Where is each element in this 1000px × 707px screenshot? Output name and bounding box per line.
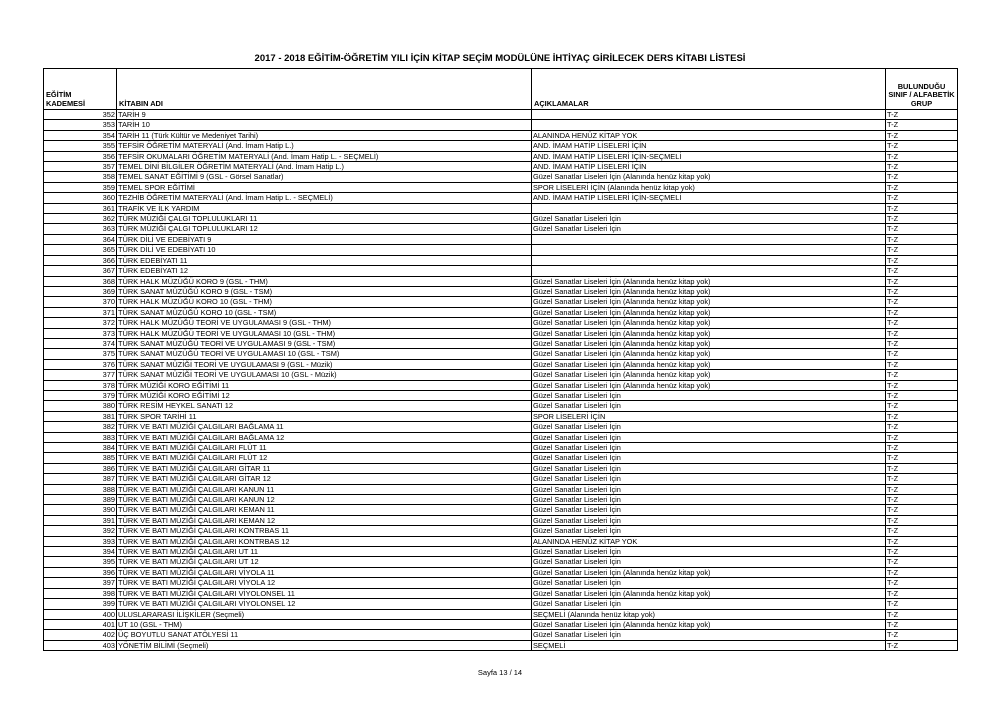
description-cell: SEÇMELİ — [532, 640, 886, 650]
row-number-cell: 361 — [44, 203, 117, 213]
table-row — [44, 370, 958, 380]
row-number-cell: 386 — [44, 463, 117, 473]
table-row — [44, 380, 958, 390]
table-row — [44, 286, 958, 296]
description-cell — [532, 203, 886, 213]
description-cell: Güzel Sanatlar Liseleri İçin — [532, 484, 886, 494]
group-cell: T-Z — [886, 463, 958, 473]
row-number-cell: 381 — [44, 411, 117, 421]
group-cell: T-Z — [886, 474, 958, 484]
book-name-cell: TÜRK VE BATI MÜZİĞİ ÇALGILARI BAĞLAMA 11 — [117, 422, 532, 432]
book-name-cell: TÜRK EDEBİYATI 11 — [117, 255, 532, 265]
book-name-cell: TÜRK VE BATI MÜZİĞİ ÇALGILARI VİYOLA 11 — [117, 567, 532, 577]
group-cell: T-Z — [886, 307, 958, 317]
description-cell — [532, 234, 886, 244]
table-row — [44, 203, 958, 213]
book-name-cell: TÜRK MÜZİĞİ KORO EĞİTİMİ 12 — [117, 390, 532, 400]
group-cell: T-Z — [886, 484, 958, 494]
header-kademe-line1: EĞİTİM — [46, 90, 72, 99]
description-cell: Güzel Sanatlar Liseleri İçin (Alanında henüz kitap yok) — [532, 172, 886, 182]
group-cell: T-Z — [886, 110, 958, 120]
table-row — [44, 255, 958, 265]
book-name-cell: TÜRK SANAT MÜZÜĞÜ KORO 9 (GSL - TSM) — [117, 286, 532, 296]
table-row — [44, 453, 958, 463]
row-number-cell: 389 — [44, 495, 117, 505]
row-number-cell: 392 — [44, 526, 117, 536]
row-number-cell: 369 — [44, 286, 117, 296]
group-cell: T-Z — [886, 328, 958, 338]
table-row — [44, 526, 958, 536]
group-cell: T-Z — [886, 255, 958, 265]
book-name-cell: TÜRK HALK MÜZÜĞÜ KORO 10 (GSL - THM) — [117, 297, 532, 307]
description-cell: Güzel Sanatlar Liseleri İçin — [532, 526, 886, 536]
book-name-cell: TÜRK MÜZİĞİ ÇALGI TOPLULUKLARI 12 — [117, 224, 532, 234]
book-name-cell: TÜRK VE BATI MÜZİĞİ ÇALGILARI VİYOLONSEL 11 — [117, 588, 532, 598]
group-cell: T-Z — [886, 599, 958, 609]
table-row — [44, 547, 958, 557]
group-cell: T-Z — [886, 380, 958, 390]
table-row — [44, 599, 958, 609]
header-kademe — [44, 69, 117, 110]
description-cell: Güzel Sanatlar Liseleri İçin — [532, 599, 886, 609]
row-number-cell: 391 — [44, 515, 117, 525]
book-name-cell: TÜRK HALK MÜZÜĞÜ TEORİ VE UYGULAMASI 9 (GSL - THM) — [117, 318, 532, 328]
table-row — [44, 182, 958, 192]
row-number-cell: 366 — [44, 255, 117, 265]
book-name-cell: TARİH 11 (Türk Kültür ve Medeniyet Tarihi) — [117, 130, 532, 140]
description-cell: Güzel Sanatlar Liseleri İçin — [532, 390, 886, 400]
book-name-cell: TÜRK VE BATI MÜZİĞİ ÇALGILARI GİTAR 11 — [117, 463, 532, 473]
group-cell: T-Z — [886, 214, 958, 224]
group-cell: T-Z — [886, 172, 958, 182]
group-cell: T-Z — [886, 338, 958, 348]
book-name-cell: TÜRK VE BATI MÜZİĞİ ÇALGILARI KEMAN 12 — [117, 515, 532, 525]
group-cell: T-Z — [886, 193, 958, 203]
book-name-cell: TÜRK HALK MÜZÜĞÜ TEORİ VE UYGULAMASI 10 (GSL - THM) — [117, 328, 532, 338]
description-cell: AND. İMAM HATİP LİSELERİ İÇİN — [532, 162, 886, 172]
group-cell: T-Z — [886, 130, 958, 140]
row-number-cell: 396 — [44, 567, 117, 577]
table-row — [44, 463, 958, 473]
row-number-cell: 379 — [44, 390, 117, 400]
description-cell: Güzel Sanatlar Liseleri İçin — [532, 432, 886, 442]
table-row — [44, 515, 958, 525]
group-cell: T-Z — [886, 297, 958, 307]
book-name-cell: TÜRK VE BATI MÜZİĞİ ÇALGILARI KANUN 11 — [117, 484, 532, 494]
table-row — [44, 214, 958, 224]
row-number-cell: 360 — [44, 193, 117, 203]
table-row — [44, 224, 958, 234]
book-name-cell: TARİH 9 — [117, 110, 532, 120]
table-row — [44, 619, 958, 629]
table-row — [44, 557, 958, 567]
description-cell: ALANINDA HENÜZ KİTAP YOK — [532, 130, 886, 140]
description-cell: Güzel Sanatlar Liseleri İçin (Alanında henüz kitap yok) — [532, 328, 886, 338]
description-cell — [532, 120, 886, 130]
group-cell: T-Z — [886, 619, 958, 629]
row-number-cell: 365 — [44, 245, 117, 255]
group-cell: T-Z — [886, 557, 958, 567]
group-cell: T-Z — [886, 370, 958, 380]
description-cell: SEÇMELİ (Alanında henüz kitap yok) — [532, 609, 886, 619]
row-number-cell: 383 — [44, 432, 117, 442]
table-row — [44, 130, 958, 140]
book-name-cell: TEMEL SPOR EĞİTİMİ — [117, 182, 532, 192]
group-cell: T-Z — [886, 640, 958, 650]
book-name-cell: TÜRK VE BATI MÜZİĞİ ÇALGILARI VİYOLONSEL 12 — [117, 599, 532, 609]
group-cell: T-Z — [886, 182, 958, 192]
group-cell: T-Z — [886, 411, 958, 421]
group-cell: T-Z — [886, 432, 958, 442]
description-cell: SPOR LİSELERİ İÇİN — [532, 411, 886, 421]
table-row — [44, 110, 958, 120]
group-cell: T-Z — [886, 234, 958, 244]
row-number-cell: 390 — [44, 505, 117, 515]
row-number-cell: 385 — [44, 453, 117, 463]
book-name-cell: TÜRK SANAT MÜZİĞİ TEORİ VE UYGULAMASI 10 (GSL - Müzik) — [117, 370, 532, 380]
group-cell: T-Z — [886, 318, 958, 328]
row-number-cell: 370 — [44, 297, 117, 307]
book-name-cell: TÜRK VE BATI MÜZİĞİ ÇALGILARI BAĞLAMA 12 — [117, 432, 532, 442]
table-row — [44, 318, 958, 328]
group-cell: T-Z — [886, 162, 958, 172]
book-name-cell: TÜRK EDEBİYATI 12 — [117, 266, 532, 276]
description-cell: Güzel Sanatlar Liseleri İçin (Alanında henüz kitap yok) — [532, 338, 886, 348]
group-cell: T-Z — [886, 120, 958, 130]
group-cell: T-Z — [886, 495, 958, 505]
row-number-cell: 352 — [44, 110, 117, 120]
description-cell: Güzel Sanatlar Liseleri İçin — [532, 214, 886, 224]
group-cell: T-Z — [886, 390, 958, 400]
table-row — [44, 505, 958, 515]
header-kitap-adi: KİTABIN ADI — [117, 69, 532, 110]
description-cell: Güzel Sanatlar Liseleri İçin (Alanında henüz kitap yok) — [532, 359, 886, 369]
description-cell: Güzel Sanatlar Liseleri İçin — [532, 224, 886, 234]
book-name-cell: TEZHİB ÖĞRETİM MATERYALİ (And. İmam Hatip L. - SEÇMELİ) — [117, 193, 532, 203]
book-list-table — [43, 68, 958, 651]
book-name-cell: TÜRK VE BATI MÜZİĞİ ÇALGILARI VİYOLA 12 — [117, 578, 532, 588]
header-grup: BULUNDUĞU SINIF / ALFABETİK GRUP — [886, 69, 958, 110]
table-row — [44, 443, 958, 453]
group-cell: T-Z — [886, 245, 958, 255]
row-number-cell: 376 — [44, 359, 117, 369]
description-cell: Güzel Sanatlar Liseleri İçin — [532, 401, 886, 411]
row-number-cell: 358 — [44, 172, 117, 182]
group-cell: T-Z — [886, 359, 958, 369]
book-name-cell: YÖNETİM BİLİMİ (Seçmeli) — [117, 640, 532, 650]
table-row — [44, 141, 958, 151]
group-cell: T-Z — [886, 349, 958, 359]
book-name-cell: TÜRK VE BATI MÜZİĞİ ÇALGILARI FLÜT 11 — [117, 443, 532, 453]
row-number-cell: 398 — [44, 588, 117, 598]
table-row — [44, 630, 958, 640]
table-row — [44, 401, 958, 411]
row-number-cell: 353 — [44, 120, 117, 130]
book-name-cell: TÜRK SANAT MÜZİĞİ TEORİ VE UYGULAMASI 9 (GSL - Müzik) — [117, 359, 532, 369]
row-number-cell: 395 — [44, 557, 117, 567]
header-kademe-line2: KADEMESİ — [46, 98, 86, 108]
row-number-cell: 372 — [44, 318, 117, 328]
group-cell: T-Z — [886, 547, 958, 557]
description-cell: Güzel Sanatlar Liseleri İçin — [532, 422, 886, 432]
group-cell: T-Z — [886, 401, 958, 411]
description-cell: Güzel Sanatlar Liseleri İçin — [532, 453, 886, 463]
description-cell: Güzel Sanatlar Liseleri İçin (Alanında henüz kitap yok) — [532, 276, 886, 286]
description-cell: Güzel Sanatlar Liseleri İçin (Alanında henüz kitap yok) — [532, 307, 886, 317]
group-cell: T-Z — [886, 505, 958, 515]
description-cell: Güzel Sanatlar Liseleri İçin (Alanında henüz kitap yok) — [532, 318, 886, 328]
description-cell: Güzel Sanatlar Liseleri İçin — [532, 547, 886, 557]
row-number-cell: 387 — [44, 474, 117, 484]
description-cell: Güzel Sanatlar Liseleri İçin — [532, 463, 886, 473]
description-cell: Güzel Sanatlar Liseleri İçin — [532, 515, 886, 525]
book-name-cell: TÜRK VE BATI MÜZİĞİ ÇALGILARI KANUN 12 — [117, 495, 532, 505]
row-number-cell: 401 — [44, 619, 117, 629]
document-title: 2017 - 2018 EĞİTİM-ÖĞRETİM YILI İÇİN KİTAP SEÇİM MODÜLÜNE İHTİYAÇ GİRİLECEK DERS KİTABI LİSTESİ — [254, 53, 746, 64]
book-name-cell: TÜRK VE BATI MÜZİĞİ ÇALGILARI KONTRBAS 11 — [117, 526, 532, 536]
description-cell — [532, 110, 886, 120]
row-number-cell: 399 — [44, 599, 117, 609]
description-cell: Güzel Sanatlar Liseleri İçin (Alanında henüz kitap yok) — [532, 567, 886, 577]
book-name-cell: TÜRK SPOR TARİHİ 11 — [117, 411, 532, 421]
book-name-cell: UT 10 (GSL - THM) — [117, 619, 532, 629]
header-aciklamalar: AÇIKLAMALAR — [532, 69, 886, 110]
row-number-cell: 356 — [44, 151, 117, 161]
group-cell: T-Z — [886, 443, 958, 453]
description-cell: Güzel Sanatlar Liseleri İçin (Alanında henüz kitap yok) — [532, 380, 886, 390]
book-name-cell: TEMEL DİNİ BİLGİLER ÖĞRETİM MATERYALİ (And. İmam Hatip L.) — [117, 162, 532, 172]
description-cell: Güzel Sanatlar Liseleri İçin — [532, 578, 886, 588]
group-cell: T-Z — [886, 203, 958, 213]
group-cell: T-Z — [886, 515, 958, 525]
row-number-cell: 371 — [44, 307, 117, 317]
group-cell: T-Z — [886, 609, 958, 619]
row-number-cell: 397 — [44, 578, 117, 588]
book-name-cell: TÜRK VE BATI MÜZİĞİ ÇALGILARI GİTAR 12 — [117, 474, 532, 484]
book-name-cell: TÜRK SANAT MÜZÜĞÜ KORO 10 (GSL - TSM) — [117, 307, 532, 317]
book-name-cell: TEMEL SANAT EĞİTİMİ 9 (GSL - Görsel Sanatlar) — [117, 172, 532, 182]
description-cell: Güzel Sanatlar Liseleri İçin — [532, 630, 886, 640]
table-row — [44, 338, 958, 348]
description-cell — [532, 255, 886, 265]
table-row — [44, 193, 958, 203]
row-number-cell: 375 — [44, 349, 117, 359]
description-cell: Güzel Sanatlar Liseleri İçin (Alanında henüz kitap yok) — [532, 286, 886, 296]
description-cell: Güzel Sanatlar Liseleri İçin (Alanında henüz kitap yok) — [532, 370, 886, 380]
table-row — [44, 151, 958, 161]
row-number-cell: 380 — [44, 401, 117, 411]
table-row — [44, 266, 958, 276]
description-cell: Güzel Sanatlar Liseleri İçin — [532, 557, 886, 567]
group-cell: T-Z — [886, 266, 958, 276]
book-name-cell: TARİH 10 — [117, 120, 532, 130]
table-row — [44, 411, 958, 421]
description-cell: Güzel Sanatlar Liseleri İçin — [532, 474, 886, 484]
table-row — [44, 536, 958, 546]
description-cell: Güzel Sanatlar Liseleri İçin — [532, 495, 886, 505]
book-name-cell: TÜRK DİLİ VE EDEBİYATI 9 — [117, 234, 532, 244]
row-number-cell: 403 — [44, 640, 117, 650]
description-cell: Güzel Sanatlar Liseleri İçin — [532, 443, 886, 453]
book-name-cell: ÜÇ BOYUTLU SANAT ATÖLYESİ 11 — [117, 630, 532, 640]
table-header — [44, 69, 958, 110]
description-cell: AND. İMAM HATİP LİSELERİ İÇİN — [532, 141, 886, 151]
book-name-cell: ULUSLARARASI İLİŞKİLER (Seçmeli) — [117, 609, 532, 619]
table-row — [44, 162, 958, 172]
table-row — [44, 245, 958, 255]
description-cell — [532, 245, 886, 255]
group-cell: T-Z — [886, 588, 958, 598]
book-name-cell: TÜRK VE BATI MÜZİĞİ ÇALGILARI KONTRBAS 12 — [117, 536, 532, 546]
description-cell: Güzel Sanatlar Liseleri İçin — [532, 505, 886, 515]
page-number: Sayfa 13 / 14 — [477, 668, 523, 677]
table-row — [44, 609, 958, 619]
table-row — [44, 307, 958, 317]
book-name-cell: TÜRK MÜZİĞİ ÇALGI TOPLULUKLARI 11 — [117, 214, 532, 224]
group-cell: T-Z — [886, 526, 958, 536]
table-row — [44, 474, 958, 484]
description-cell: AND. İMAM HATİP LİSELERİ İÇİN-SEÇMELİ — [532, 193, 886, 203]
group-cell: T-Z — [886, 578, 958, 588]
book-name-cell: TÜRK VE BATI MÜZİĞİ ÇALGILARI FLÜT 12 — [117, 453, 532, 463]
row-number-cell: 354 — [44, 130, 117, 140]
table-row — [44, 359, 958, 369]
table-row — [44, 640, 958, 650]
group-cell: T-Z — [886, 141, 958, 151]
book-name-cell: TÜRK DİLİ VE EDEBİYATI 10 — [117, 245, 532, 255]
description-cell: ALANINDA HENÜZ KİTAP YOK — [532, 536, 886, 546]
book-name-cell: TRAFİK VE İLK YARDIM — [117, 203, 532, 213]
description-cell: AND. İMAM HATİP LİSELERİ İÇİN-SEÇMELİ — [532, 151, 886, 161]
group-cell: T-Z — [886, 276, 958, 286]
table-body — [44, 110, 958, 651]
row-number-cell: 388 — [44, 484, 117, 494]
row-number-cell: 393 — [44, 536, 117, 546]
row-number-cell: 374 — [44, 338, 117, 348]
group-cell: T-Z — [886, 453, 958, 463]
book-name-cell: TÜRK SANAT MÜZÜĞÜ TEORİ VE UYGULAMASI 10 (GSL - TSM) — [117, 349, 532, 359]
table-row — [44, 484, 958, 494]
table-row — [44, 297, 958, 307]
table-row — [44, 390, 958, 400]
group-cell: T-Z — [886, 224, 958, 234]
description-cell: Güzel Sanatlar Liseleri İçin (Alanında henüz kitap yok) — [532, 297, 886, 307]
row-number-cell: 362 — [44, 214, 117, 224]
description-cell: Güzel Sanatlar Liseleri İçin (Alanında henüz kitap yok) — [532, 349, 886, 359]
description-cell: SPOR LİSELERİ İÇİN (Alanında henüz kitap yok) — [532, 182, 886, 192]
group-cell: T-Z — [886, 567, 958, 577]
table-row — [44, 276, 958, 286]
table-row — [44, 349, 958, 359]
book-name-cell: TÜRK VE BATI MÜZİĞİ ÇALGILARI UT 11 — [117, 547, 532, 557]
row-number-cell: 377 — [44, 370, 117, 380]
row-number-cell: 373 — [44, 328, 117, 338]
book-name-cell: TÜRK SANAT MÜZÜĞÜ TEORİ VE UYGULAMASI 9 (GSL - TSM) — [117, 338, 532, 348]
book-name-cell: TÜRK VE BATI MÜZİĞİ ÇALGILARI UT 12 — [117, 557, 532, 567]
group-cell: T-Z — [886, 422, 958, 432]
row-number-cell: 367 — [44, 266, 117, 276]
table-row — [44, 432, 958, 442]
row-number-cell: 400 — [44, 609, 117, 619]
row-number-cell: 355 — [44, 141, 117, 151]
book-name-cell: TÜRK HALK MÜZÜĞÜ KORO 9 (GSL - THM) — [117, 276, 532, 286]
row-number-cell: 364 — [44, 234, 117, 244]
book-name-cell: TÜRK VE BATI MÜZİĞİ ÇALGILARI KEMAN 11 — [117, 505, 532, 515]
description-cell: Güzel Sanatlar Liseleri İçin (Alanında henüz kitap yok) — [532, 588, 886, 598]
row-number-cell: 402 — [44, 630, 117, 640]
group-cell: T-Z — [886, 286, 958, 296]
book-name-cell: TEFSİR ÖĞRETİM MATERYALİ (And. İmam Hatip L.) — [117, 141, 532, 151]
row-number-cell: 368 — [44, 276, 117, 286]
table-row — [44, 567, 958, 577]
group-cell: T-Z — [886, 536, 958, 546]
table-row — [44, 120, 958, 130]
group-cell: T-Z — [886, 630, 958, 640]
row-number-cell: 382 — [44, 422, 117, 432]
row-number-cell: 394 — [44, 547, 117, 557]
row-number-cell: 363 — [44, 224, 117, 234]
group-cell: T-Z — [886, 151, 958, 161]
table-row — [44, 422, 958, 432]
book-name-cell: TÜRK MÜZİĞİ KORO EĞİTİMİ 11 — [117, 380, 532, 390]
row-number-cell: 378 — [44, 380, 117, 390]
description-cell: Güzel Sanatlar Liseleri İçin (Alanında henüz kitap yok) — [532, 619, 886, 629]
book-name-cell: TÜRK RESİM HEYKEL SANATI 12 — [117, 401, 532, 411]
table-row — [44, 234, 958, 244]
table-row — [44, 495, 958, 505]
book-name-cell: TEFSİR OKUMALARI ÖĞRETİM MATERYALİ (And. İmam Hatip L. - SEÇMELİ) — [117, 151, 532, 161]
row-number-cell: 359 — [44, 182, 117, 192]
row-number-cell: 357 — [44, 162, 117, 172]
table-row — [44, 588, 958, 598]
table-row — [44, 578, 958, 588]
row-number-cell: 384 — [44, 443, 117, 453]
table-row — [44, 172, 958, 182]
table-row — [44, 328, 958, 338]
description-cell — [532, 266, 886, 276]
